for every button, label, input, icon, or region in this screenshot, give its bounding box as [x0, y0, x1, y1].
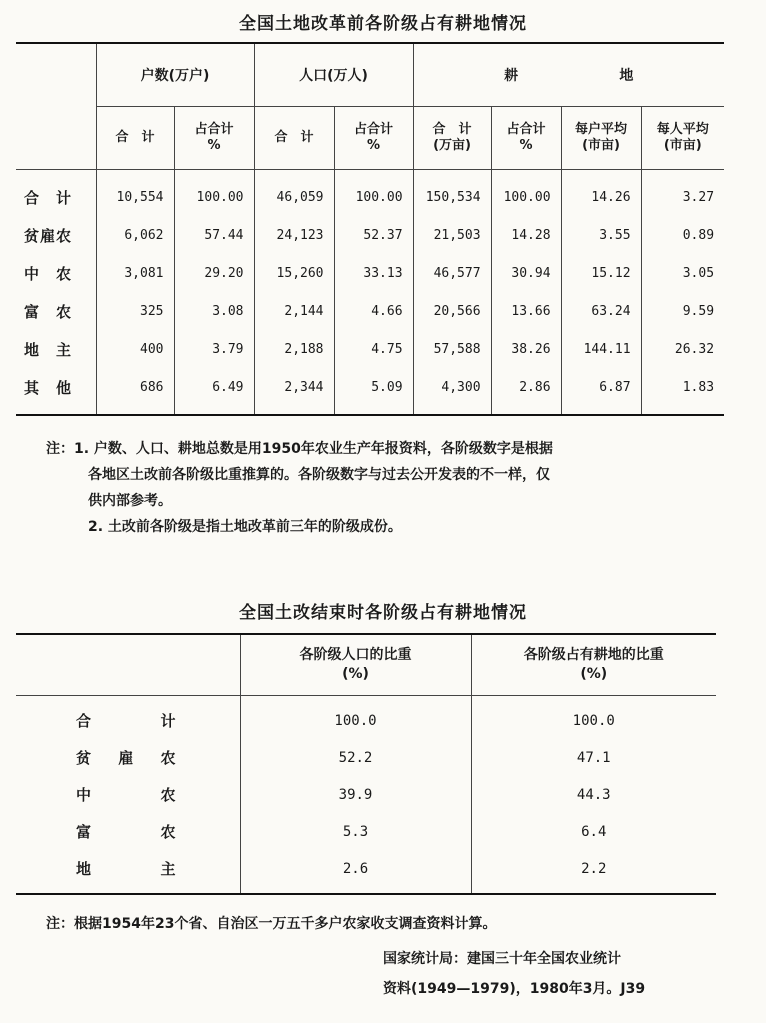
cell: 26.32 — [641, 330, 724, 368]
cell: 44.3 — [471, 776, 716, 813]
sub-land-pct-line2: % — [519, 138, 533, 153]
sub-per-household-line2: (市亩) — [582, 138, 620, 153]
sub-hh-pct-line1: 占合计 — [194, 122, 234, 137]
table1-notes — [46, 436, 726, 540]
row-label: 其 他 — [24, 378, 73, 397]
cell: 4.66 — [334, 292, 413, 330]
table-row — [16, 292, 724, 330]
cell: 100.00 — [491, 170, 561, 217]
cell: 144.11 — [561, 330, 641, 368]
sub-land-total-line2: (万亩) — [433, 138, 471, 153]
group-farmland-char1: 耕 — [504, 68, 519, 84]
cell: 14.28 — [491, 216, 561, 254]
label-char: 农 — [160, 749, 176, 767]
cell: 46,059 — [254, 170, 334, 217]
cell: 100.00 — [174, 170, 254, 217]
row-label — [16, 813, 240, 850]
table-row — [16, 813, 716, 850]
cell: 3.05 — [641, 254, 724, 292]
label-char: 贫 — [76, 749, 92, 767]
table-row — [16, 368, 724, 415]
note1-line3: 供内部参考。 — [88, 493, 172, 509]
cell: 9.59 — [641, 292, 724, 330]
cell: 4.75 — [334, 330, 413, 368]
table-row — [16, 170, 724, 217]
cell: 47.1 — [471, 739, 716, 776]
cell: 400 — [96, 330, 174, 368]
header-pop-share-line1: 各阶级人口的比重 — [299, 647, 412, 663]
row-label: 合 计 — [24, 188, 73, 207]
sub-per-household-line1: 每户平均 — [575, 122, 628, 137]
note2-line: 2. 土改前各阶级是指土地改革前三年的阶级成份。 — [88, 519, 402, 535]
table-row — [16, 739, 716, 776]
cell: 52.37 — [334, 216, 413, 254]
cell: 3.27 — [641, 170, 724, 217]
label-char: 计 — [160, 712, 176, 730]
source-citation — [383, 944, 723, 1004]
cell: 6.87 — [561, 368, 641, 415]
table-row — [16, 776, 716, 813]
cell: 20,566 — [413, 292, 491, 330]
group-farmland — [413, 43, 724, 107]
sub-hh-total: 合 计 — [96, 107, 174, 170]
post-reform-land-table — [16, 633, 716, 895]
sub-per-household — [561, 107, 641, 170]
table2-title: 全国土改结束时各阶级占有耕地情况 — [239, 603, 527, 623]
group-farmland-char2: 地 — [619, 68, 634, 84]
header-land-share-line2: (%) — [580, 666, 608, 682]
cell: 46,577 — [413, 254, 491, 292]
label-char: 中 — [76, 786, 92, 804]
cell: 2,188 — [254, 330, 334, 368]
table1-title: 全国土地改革前各阶级占有耕地情况 — [239, 14, 527, 34]
pre-reform-land-table — [16, 42, 724, 416]
cell: 24,123 — [254, 216, 334, 254]
cell: 14.26 — [561, 170, 641, 217]
sub-hh-pct-line2: % — [207, 138, 221, 153]
cell: 57,588 — [413, 330, 491, 368]
stub-header — [16, 43, 96, 170]
sub-land-pct-line1: 占合计 — [506, 122, 546, 137]
sub-land-total — [413, 107, 491, 170]
label-char: 主 — [160, 860, 176, 878]
sub-pop-total: 合 计 — [254, 107, 334, 170]
table-row — [16, 850, 716, 894]
cell: 21,503 — [413, 216, 491, 254]
cell: 3.79 — [174, 330, 254, 368]
header-pop-share — [240, 634, 471, 696]
cell: 2,344 — [254, 368, 334, 415]
header-pop-share-line2: (%) — [342, 666, 369, 682]
label-char: 合 — [76, 712, 92, 730]
note-prefix: 注： — [46, 441, 74, 457]
row-label: 地 主 — [24, 340, 73, 359]
cell: 2.2 — [471, 850, 716, 894]
cell: 150,534 — [413, 170, 491, 217]
note1-line1 — [46, 436, 726, 462]
header-land-share-line1: 各阶级占有耕地的比重 — [523, 647, 664, 663]
row-label — [16, 850, 240, 894]
label-char: 农 — [160, 823, 176, 841]
cell: 29.20 — [174, 254, 254, 292]
cell: 325 — [96, 292, 174, 330]
cell: 38.26 — [491, 330, 561, 368]
label-char: 地 — [76, 860, 92, 878]
table2-note: 注：根据1954年23个省、自治区一万五千多户农家收支调查资料计算。 — [46, 916, 497, 932]
label-char: 农 — [160, 786, 176, 804]
cell: 30.94 — [491, 254, 561, 292]
table-row — [16, 330, 724, 368]
source-line1: 国家统计局：建国三十年全国农业统计 — [383, 951, 621, 967]
cell: 1.83 — [641, 368, 724, 415]
sub-pop-pct-line2: % — [367, 138, 381, 153]
sub-land-total-line1: 合 计 — [432, 122, 472, 137]
cell: 13.66 — [491, 292, 561, 330]
sub-per-person-line2: (市亩) — [663, 138, 702, 153]
cell: 686 — [96, 368, 174, 415]
cell: 6.49 — [174, 368, 254, 415]
row-label: 富 农 — [24, 302, 73, 321]
sub-hh-pct — [174, 107, 254, 170]
table-row — [16, 254, 724, 292]
row-label — [16, 739, 240, 776]
cell: 39.9 — [240, 776, 471, 813]
table-row — [16, 696, 716, 740]
cell: 33.13 — [334, 254, 413, 292]
sub-per-person-line1: 每人平均 — [656, 122, 709, 137]
cell: 100.00 — [334, 170, 413, 217]
cell: 2.86 — [491, 368, 561, 415]
cell: 3.55 — [561, 216, 641, 254]
note1-line2: 各地区土改前各阶级比重推算的。各阶级数字与过去公开发表的不一样，仅 — [88, 467, 550, 483]
cell: 0.89 — [641, 216, 724, 254]
row-label: 贫雇农 — [24, 226, 73, 245]
cell: 4,300 — [413, 368, 491, 415]
cell: 52.2 — [240, 739, 471, 776]
cell: 3.08 — [174, 292, 254, 330]
label-char: 富 — [76, 823, 92, 841]
header-land-share — [471, 634, 716, 696]
cell: 63.24 — [561, 292, 641, 330]
cell: 15,260 — [254, 254, 334, 292]
cell: 6.4 — [471, 813, 716, 850]
sub-per-person — [641, 107, 724, 170]
row-label — [16, 696, 240, 740]
stub-header — [16, 634, 240, 696]
cell: 100.0 — [240, 696, 471, 740]
table-row — [16, 216, 724, 254]
sub-pop-pct-line1: 占合计 — [354, 122, 394, 137]
cell: 2,144 — [254, 292, 334, 330]
cell: 15.12 — [561, 254, 641, 292]
group-households: 户数(万户) — [96, 43, 254, 107]
cell: 2.6 — [240, 850, 471, 894]
sub-land-pct — [491, 107, 561, 170]
row-label: 中 农 — [24, 264, 73, 283]
source-line2: 资料(1949—1979)，1980年3月。J39 — [383, 981, 646, 997]
group-population: 人口(万人) — [254, 43, 413, 107]
cell: 100.0 — [471, 696, 716, 740]
cell: 5.09 — [334, 368, 413, 415]
cell: 57.44 — [174, 216, 254, 254]
label-char: 雇 — [118, 749, 134, 767]
row-label — [16, 776, 240, 813]
cell: 3,081 — [96, 254, 174, 292]
cell: 10,554 — [96, 170, 174, 217]
cell: 6,062 — [96, 216, 174, 254]
note1-text-a: 1. 户数、人口、耕地总数是用1950年农业生产年报资料，各阶级数字是根据 — [74, 441, 553, 457]
cell: 5.3 — [240, 813, 471, 850]
sub-pop-pct — [334, 107, 413, 170]
